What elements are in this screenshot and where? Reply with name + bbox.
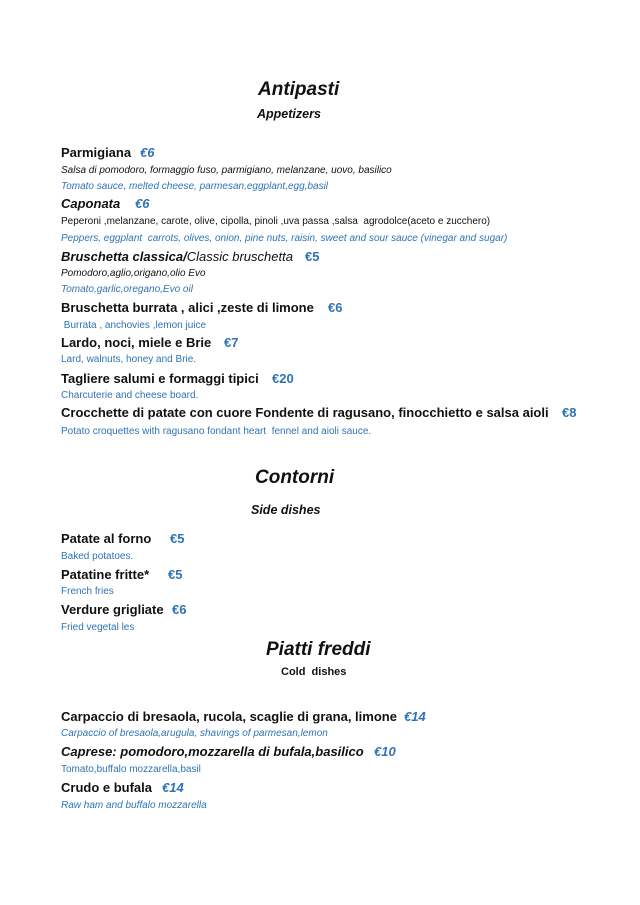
dish-price-crudo-e-bufala: €14 bbox=[162, 780, 184, 795]
dish-name-carpaccio: Carpaccio di bresaola, rucola, scaglie di grana, limone bbox=[61, 709, 397, 724]
dish-name-crudo-e-bufala: Crudo e bufala bbox=[61, 780, 153, 795]
dish-name-bruschetta-classica bbox=[61, 249, 293, 265]
dish-price-bruschetta-burrata: €6 bbox=[328, 300, 343, 315]
dish-price-bruschetta-classica: €5 bbox=[305, 249, 320, 264]
dish-desc-en-crudo-e-bufala: Raw ham and buffalo mozzarella bbox=[61, 800, 207, 811]
dish-desc-en-parmigiana: Tomato sauce, melted cheese, parmesan,eggplant,egg,basil bbox=[61, 181, 329, 192]
dish-name-bruschetta-classica-en: Classic bruschetta bbox=[186, 249, 293, 264]
dish-name-tagliere: Tagliere salumi e formaggi tipici bbox=[61, 371, 259, 386]
dish-price-lardo: €7 bbox=[224, 335, 239, 350]
dish-desc-it-parmigiana: Salsa di pomodoro, formaggio fuso, parmigiano, melanzane, uovo, basilico bbox=[61, 165, 392, 176]
dish-name-caprese: Caprese: pomodoro,mozzarella di bufala,basilico bbox=[61, 744, 364, 759]
dish-desc-en-bruschetta-classica: Tomato,garlic,oregano,Evo oil bbox=[61, 284, 193, 295]
dish-desc-en-verdure-grigliate: Fried vegetal les bbox=[61, 622, 135, 633]
dish-name-patatine-fritte: Patatine fritte* bbox=[61, 567, 150, 582]
dish-price-patatine-fritte: €5 bbox=[168, 567, 183, 582]
dish-price-patate-al-forno: €5 bbox=[170, 531, 185, 546]
section-title-piatti-freddi: Piatti freddi bbox=[266, 639, 371, 660]
section-subtitle-cold-dishes: Cold dishes bbox=[281, 666, 347, 678]
dish-price-verdure-grigliate: €6 bbox=[172, 602, 187, 617]
dish-desc-en-crocchette: Potato croquettes with ragusano fondant heart fennel and aioli sauce. bbox=[61, 426, 372, 437]
dish-desc-it-caponata: Peperoni ,melanzane, carote, olive, cipolla, pinoli ,uva passa ,salsa agrodolce(aceto e zucchero) bbox=[61, 216, 491, 227]
dish-desc-en-patatine-fritte: French fries bbox=[61, 586, 114, 597]
dish-name-caponata: Caponata bbox=[61, 196, 121, 211]
dish-desc-it-bruschetta-classica: Pomodoro,aglio,origano,olio Evo bbox=[61, 268, 206, 279]
dish-name-verdure-grigliate: Verdure grigliate bbox=[61, 602, 164, 617]
section-title-antipasti: Antipasti bbox=[258, 79, 340, 100]
dish-name-patate-al-forno: Patate al forno bbox=[61, 531, 152, 546]
dish-desc-en-caponata: Peppers, eggplant carrots, olives, onion, pine nuts, raisin, sweet and sour sauce (vinegar and sugar) bbox=[61, 233, 508, 244]
dish-price-parmigiana: €6 bbox=[140, 145, 155, 160]
dish-name-bruschetta-burrata: Bruschetta burrata , alici ,zeste di limone bbox=[61, 300, 314, 315]
dish-name-crocchette: Crocchette di patate con cuore Fondente di ragusano, finocchietto e salsa aioli bbox=[61, 405, 549, 420]
dish-price-caprese: €10 bbox=[374, 744, 396, 759]
dish-name-parmigiana: Parmigiana bbox=[61, 145, 132, 160]
dish-desc-en-lardo: Lard, walnuts, honey and Brie. bbox=[61, 354, 197, 365]
dish-name-bruschetta-classica-it: Bruschetta classica/ bbox=[61, 249, 187, 264]
dish-price-tagliere: €20 bbox=[272, 371, 294, 386]
dish-price-carpaccio: €14 bbox=[404, 709, 426, 724]
dish-desc-en-tagliere: Charcuterie and cheese board. bbox=[61, 390, 199, 401]
dish-name-lardo: Lardo, noci, miele e Brie bbox=[61, 335, 212, 350]
dish-desc-en-caprese: Tomato,buffalo mozzarella,basil bbox=[61, 764, 201, 775]
section-subtitle-side-dishes: Side dishes bbox=[251, 503, 321, 517]
dish-desc-en-patate-al-forno: Baked potatoes. bbox=[61, 551, 134, 562]
dish-price-caponata: €6 bbox=[135, 196, 150, 211]
section-title-contorni: Contorni bbox=[255, 467, 335, 488]
dish-desc-en-carpaccio: Carpaccio of bresaola,arugula, shavings of parmesan,lemon bbox=[61, 728, 328, 739]
section-subtitle-appetizers: Appetizers bbox=[257, 107, 321, 121]
dish-price-crocchette: €8 bbox=[562, 405, 577, 420]
dish-desc-en-bruschetta-burrata: Burrata , anchovies ,lemon juice bbox=[61, 320, 207, 331]
